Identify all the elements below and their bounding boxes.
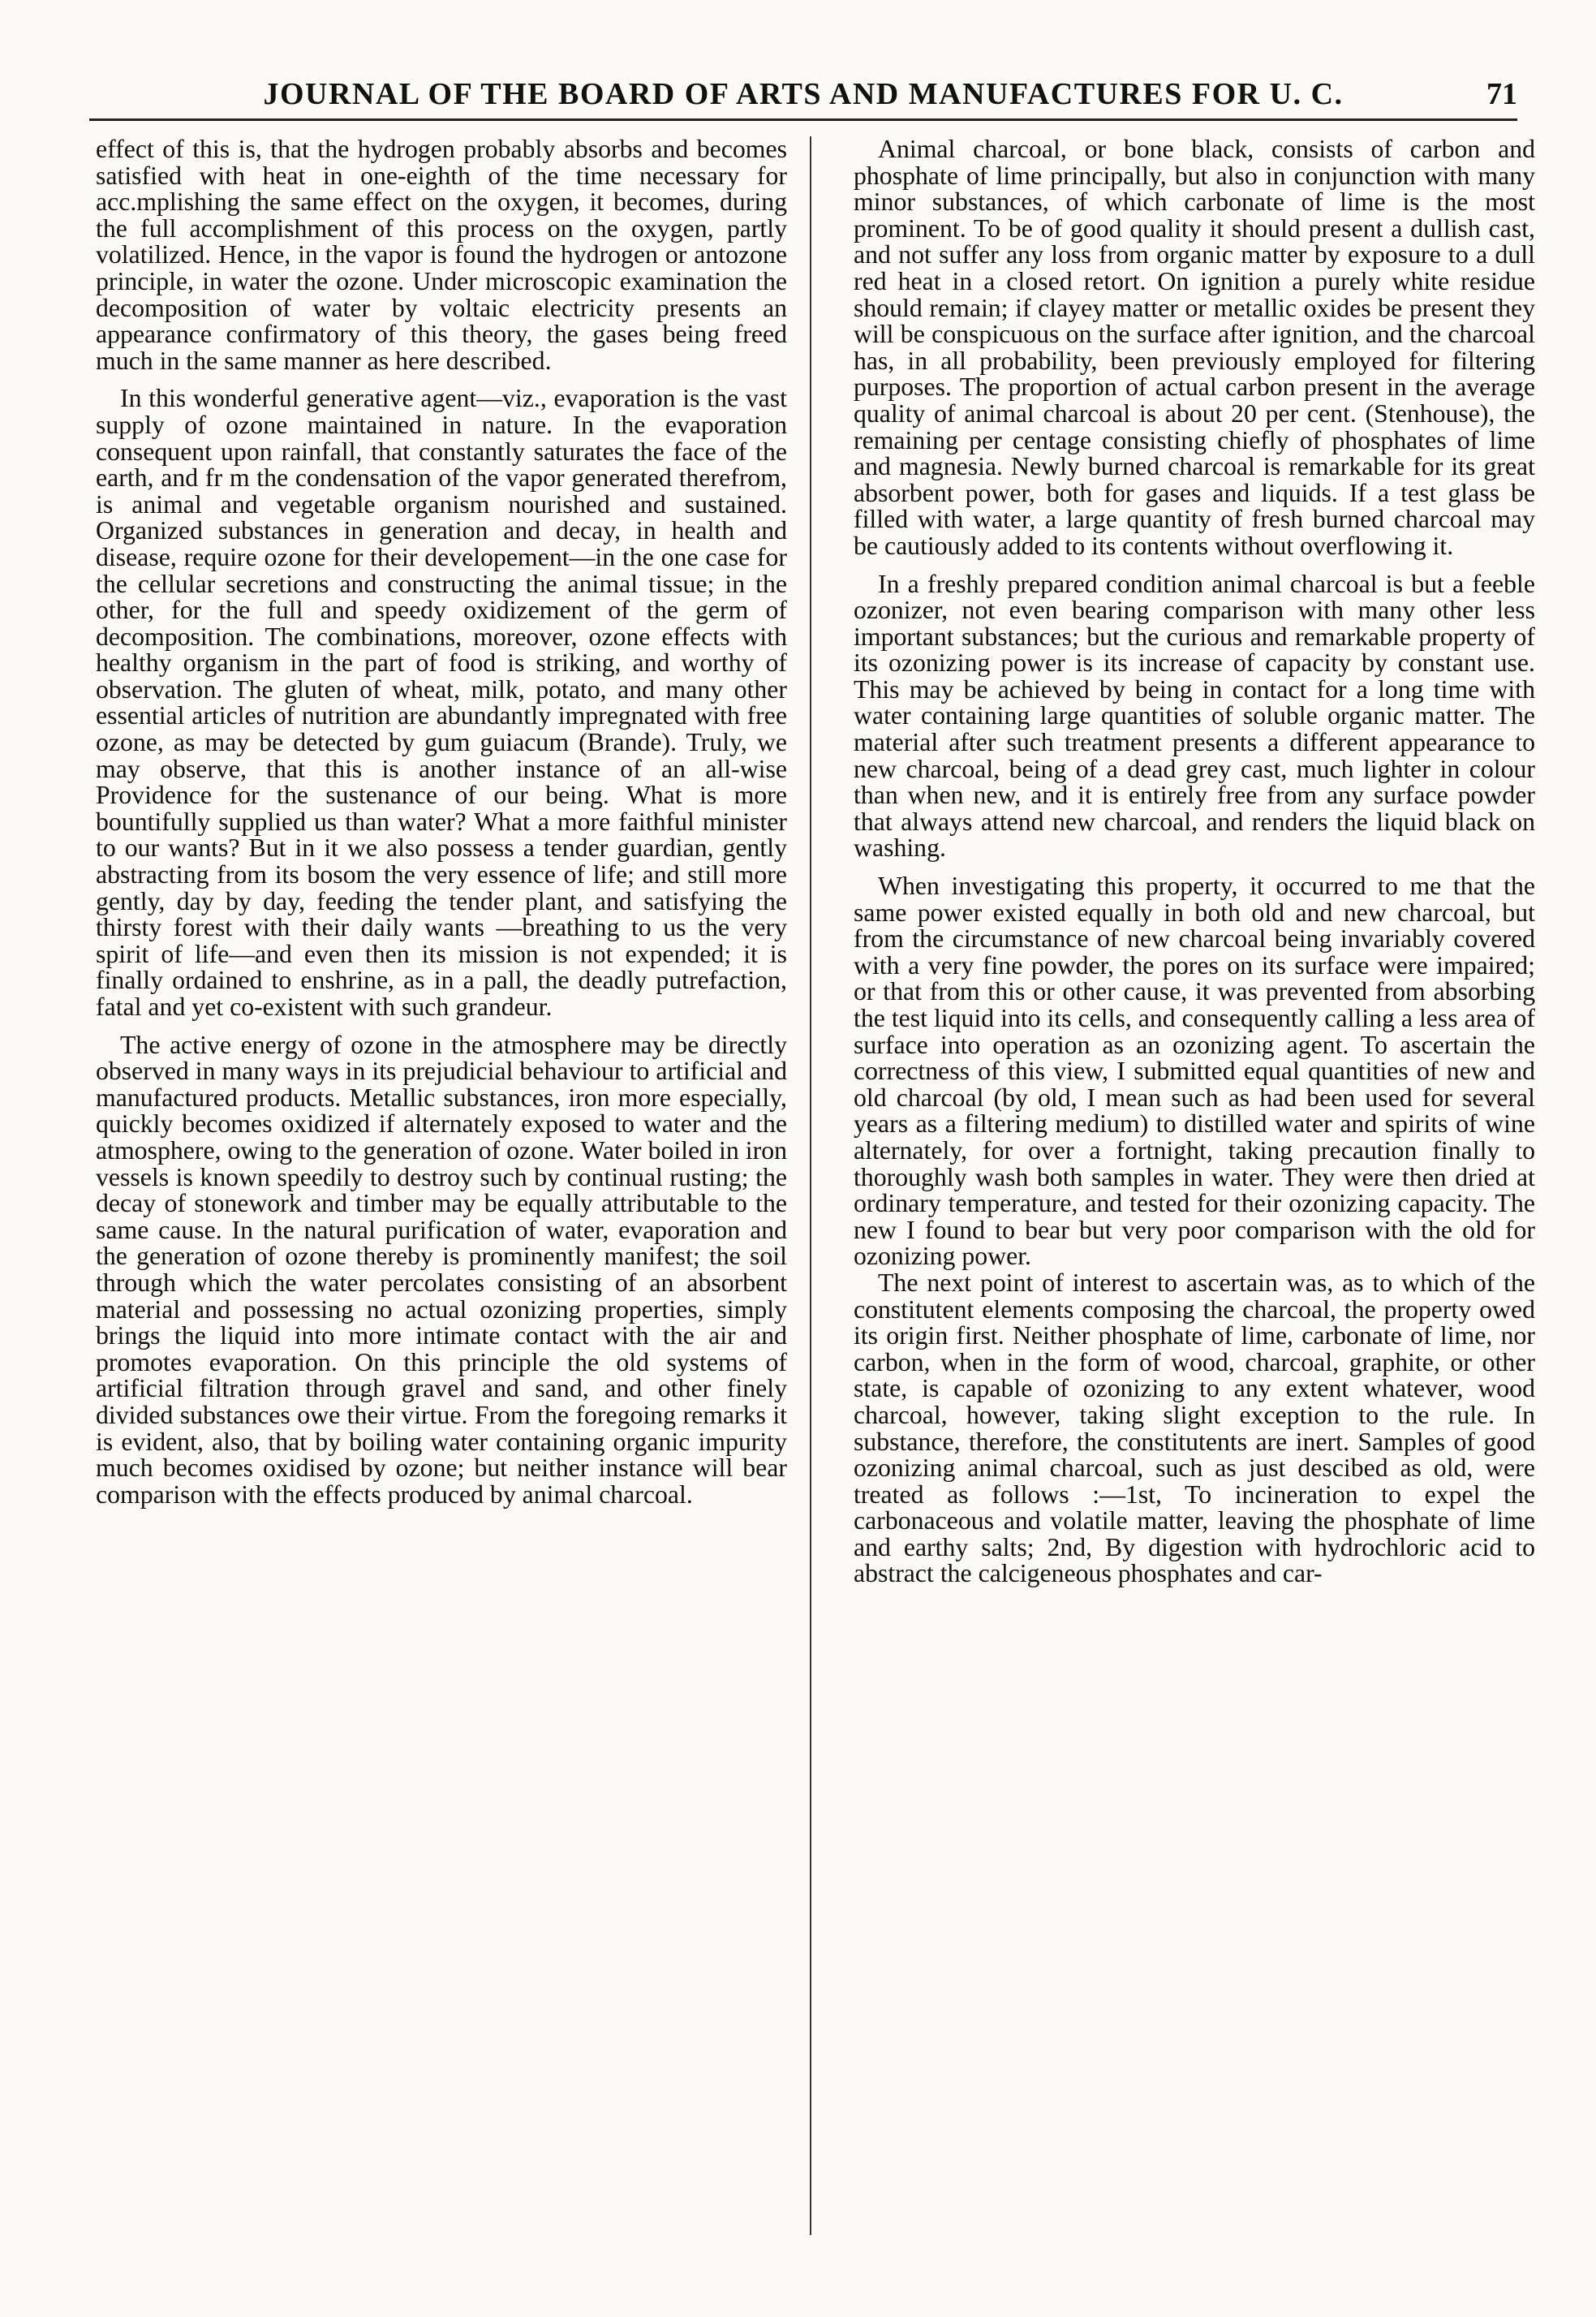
page-number: 71 (1486, 77, 1517, 111)
right-column (854, 136, 1535, 1587)
paragraph: effect of this is, that the hydrogen probably absorbs and becomes satisfied with heat in one-eighth of the time necessary for acc.mplishing the same effect on the oxygen, it becomes, during the full accomplishment of this process on the oxygen, partly volatilized. Hence, in the vapor is found the hydrogen or antozone principle, in water the ozone. Under microscopic examination the decomposition of water by voltaic electricity presents an appearance confirmatory of this theory, the gases being freed much in the same manner as here described. (96, 135, 787, 375)
running-header (89, 73, 1517, 121)
paragraph: When investigating this property, it occurred to me that the same power existed equally in both old and new charcoal, but from the circumstance of new charcoal being invariably covered with a very fine powder, the pores on its surface were impaired; or that from this or other cause, it was prevented from absorbing the test liquid into its cells, and consequently calling a less area of surface into operation as an ozonizing agent. To ascertain the correctness of this view, I submitted equal quantities of new and old charcoal (by old, I mean such as had been used for several years as a filtering medium) to distilled water and spirits of wine alternately, for over a fortnight, taking precaution finally to thoroughly wash both samples in water. They were then dried at ordinary temperature, and tested for their ozonizing capacity. The new I found to bear but very poor comparison with the old for ozonizing power. (854, 872, 1535, 1271)
journal-title: JOURNAL OF THE BOARD OF ARTS AND MANUFACTURES FOR U. C. (263, 77, 1344, 111)
paragraph: The next point of interest to ascertain was, as to which of the constitutent elements composing the charcoal, the property owed its origin first. Neither phosphate of lime, carbonate of lime, nor carbon, when in the form of wood, charcoal, graphite, or other state, is capable of ozonizing to any extent whatever, wood charcoal, however, taking slight exception to the rule. In substance, therefore, the constitutents are inert. Samples of good ozonizing animal charcoal, such as just descibed as old, were treated as follows :—1st, To incineration to expel the carbonaceous and volatile matter, leaving the phosphate of lime and earthy salts; 2nd, By digestion with hydrochloric acid to abstract the calcigeneous phosphates and car- (854, 1268, 1535, 1588)
paragraph: In a freshly prepared condition animal charcoal is but a feeble ozonizer, not even bearing comparison with many other less important substances; but the curious and remarkable property of its ozonizing power is its increase of capacity by constant use. This may be achieved by being in contact for a long time with water containing large quantities of soluble organic matter. The material after such treatment presents a different appearance to new charcoal, being of a dead grey cast, much lighter in colour than when new, and it is entirely free from any surface powder that always attend new charcoal, and renders the liquid black on washing. (854, 569, 1535, 863)
paragraph: Animal charcoal, or bone black, consists of carbon and phosphate of lime principally, but also in conjunction with many minor substances, of which carbonate of lime is the most prominent. To be of good quality it should present a dullish cast, and not suffer any loss from organic matter by exposure to a dull red heat in a closed retort. On ignition a purely white residue should remain; if clayey matter or metallic oxides be present they will be conspicuous on the surface after ignition, and the charcoal has, in all probability, been previously employed for filtering purposes. The proportion of actual carbon present in the average quality of animal charcoal is about 20 per cent. (Stenhouse), the remaining per centage consisting chiefly of phosphates of lime and magnesia. Newly burned charcoal is remarkable for its great absorbent power, both for gases and liquids. If a test glass be filled with water, a large quantity of fresh burned charcoal may be cautiously added to its contents without overflowing it. (854, 135, 1535, 560)
paragraph: In this wonderful generative agent—viz., evaporation is the vast supply of ozone maintained in nature. In the evaporation consequent upon rainfall, that constantly saturates the face of the earth, and fr m the condensation of the vapor generated therefrom, is animal and vegetable organism nourished and sustained. Organized substances in generation and decay, in health and disease, require ozone for their developement—in the one case for the cellular secretions and constructing the animal tissue; in the other, for the full and speedy oxidizement of the germ of decomposition. The combinations, moreover, ozone effects with healthy organism in the part of food is striking, and worthy of observation. The gluten of wheat, milk, potato, and many other essential articles of nutrition are abundantly impregnated with free ozone, as may be detected by gum guiacum (Brande). Truly, we may observe, that this is another instance of an all-wise Providence for the sustenance of our being. What is more bountifully supplied us than water? What a more faithful minister to our wants? But in it we also possess a tender guardian, gently abstracting from its bosom the very essence of life; and still more gently, day by day, feeding the tender plant, and satisfying the thirsty forest with their daily wants —breathing to us the very spirit of life—and even then its mission is not expended; it is finally ordained to enshrine, as in a pall, the deadly putrefaction, fatal and yet co-existent with such grandeur. (96, 384, 787, 1021)
column-divider (810, 136, 811, 2235)
left-column (96, 136, 787, 1508)
paragraph: The active energy of ozone in the atmosphere may be directly observed in many ways in its prejudicial behaviour to artificial and manufactured products. Metallic substances, iron more especially, quickly becomes oxidized if alternately exposed to water and the atmosphere, owing to the generation of ozone. Water boiled in iron vessels is known speedily to destroy such by continual rusting; the decay of stonework and timber may be equally attributable to the same cause. In the natural purification of water, evaporation and the generation of ozone thereby is prominently manifest; the soil through which the water percolates consisting of an absorbent material and possessing no actual ozonizing properties, simply brings the liquid into more intimate contact with the air and promotes evaporation. On this principle the old systems of artificial filtration through gravel and sand, and other finely divided substances owe their virtue. From the foregoing remarks it is evident, also, that by boiling water containing organic impurity much becomes oxidised by ozone; but neither instance will bear comparison with the effects produced by animal charcoal. (96, 1030, 787, 1509)
